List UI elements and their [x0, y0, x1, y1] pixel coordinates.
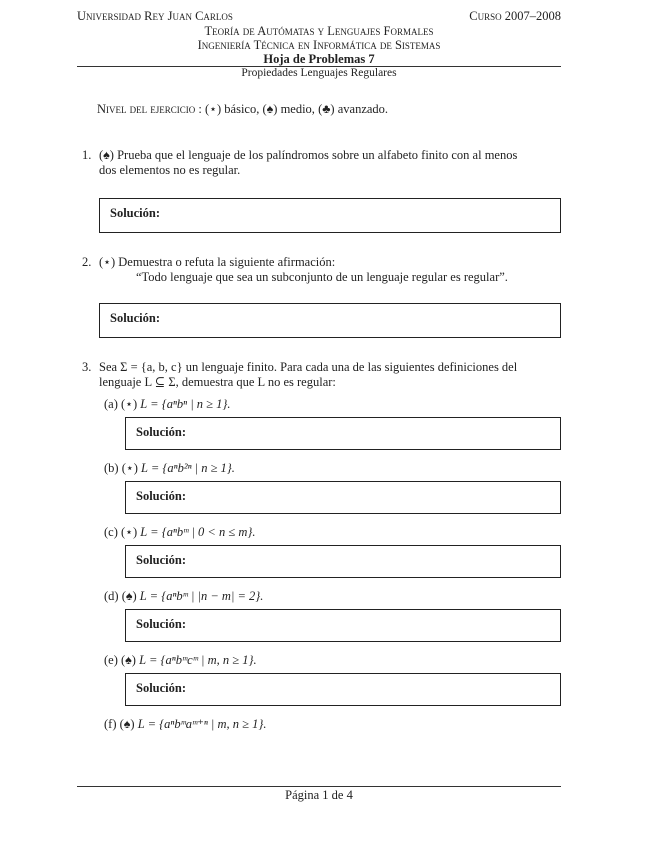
basic-level-text: básico, — [224, 102, 260, 116]
footer-rule — [77, 786, 561, 787]
part-b-label: (b) — [104, 461, 119, 475]
part-e — [104, 653, 257, 668]
solution-box-3a[interactable] — [125, 417, 561, 450]
level-legend — [97, 101, 388, 117]
problem-3-number: 3. — [82, 360, 92, 374]
problem-2-line-1: Demuestra o refuta la siguiente afirmación: — [118, 255, 336, 269]
university-name: Universidad Rey Juan Carlos — [77, 9, 233, 23]
problem-3-line-1: Sea Σ = {a, b, c} un lenguaje finito. Para cada una de las siguientes definiciones del — [99, 360, 518, 374]
part-f-label: (f) — [104, 717, 117, 731]
solution-label: Solución: — [136, 617, 187, 631]
part-e-level-icon: (♠) — [121, 653, 136, 667]
part-e-label: (e) — [104, 653, 118, 667]
medium-level-icon: (♠) — [262, 102, 278, 116]
part-b-formula: L = {aⁿb²ⁿ | n ≥ 1}. — [140, 461, 235, 475]
solution-label: Solución: — [136, 553, 187, 567]
medium-level-text: medio, — [280, 102, 315, 116]
solution-box-3c[interactable] — [125, 545, 561, 578]
solution-box-1[interactable] — [99, 198, 561, 233]
part-c-level-icon: (⋆) — [121, 525, 138, 539]
problem-2-quote: “Todo lenguaje que sea un subconjunto de un lenguaje regular es regular”. — [136, 270, 508, 284]
sheet-title: Hoja de Problemas 7 — [263, 52, 375, 66]
part-e-formula: L = {aⁿbᵐcᵐ | m, n ≥ 1}. — [139, 653, 257, 667]
subject-title: Teoría de Autómatas y Lenguajes Formales — [204, 24, 434, 38]
part-a-label: (a) — [104, 397, 118, 411]
basic-level-icon: (⋆) — [205, 102, 222, 116]
solution-label: Solución: — [136, 489, 187, 503]
part-d-level-icon: (♠) — [121, 589, 137, 603]
part-b — [104, 461, 235, 476]
advanced-level-icon: (♣) — [318, 102, 335, 116]
advanced-level-text: avanzado. — [337, 102, 389, 116]
problem-2-number: 2. — [82, 255, 92, 269]
solution-label: Solución: — [110, 311, 161, 325]
problem-1-number: 1. — [82, 148, 92, 162]
solution-label: Solución: — [136, 681, 187, 695]
degree-title: Ingeniería Técnica en Informática de Sistemas — [197, 38, 441, 52]
part-d — [104, 589, 263, 604]
part-a — [104, 397, 231, 412]
part-c-formula: L = {aⁿbᵐ | 0 < n ≤ m}. — [140, 525, 256, 539]
problem-1-line-2: dos elementos no es regular. — [99, 163, 241, 177]
part-f-level-icon: (♠) — [119, 717, 135, 731]
problem-2-level-icon: (⋆) — [99, 255, 116, 269]
level-legend-label: Nivel del ejercicio : — [97, 102, 202, 116]
problem-1-text — [99, 148, 561, 163]
solution-label: Solución: — [136, 425, 187, 439]
problem-2-text — [99, 255, 335, 270]
problem-1-level-icon: (♠) — [99, 148, 114, 162]
part-d-label: (d) — [104, 589, 119, 603]
part-a-level-icon: (⋆) — [121, 397, 138, 411]
page-number: Página 1 de 4 — [285, 788, 353, 802]
topic-title: Propiedades Lenguajes Regulares — [241, 67, 397, 79]
part-b-level-icon: (⋆) — [121, 461, 138, 475]
part-f — [104, 717, 266, 732]
solution-label: Solución: — [110, 206, 161, 220]
problem-1-line-1: Prueba que el lenguaje de los palíndromos sobre un alfabeto finito con al menos — [117, 148, 518, 162]
part-c-label: (c) — [104, 525, 118, 539]
solution-box-3b[interactable] — [125, 481, 561, 514]
solution-box-3d[interactable] — [125, 609, 561, 642]
part-f-formula: L = {aⁿbᵐaᵐ⁺ⁿ | m, n ≥ 1}. — [137, 717, 267, 731]
solution-box-2[interactable] — [99, 303, 561, 338]
part-c — [104, 525, 255, 540]
part-d-formula: L = {aⁿbᵐ | |n − m| = 2}. — [139, 589, 264, 603]
part-a-formula: L = {aⁿbⁿ | n ≥ 1}. — [140, 397, 231, 411]
solution-box-3e[interactable] — [125, 673, 561, 706]
problem-3-line-2: lenguaje L ⊆ Σ, demuestra que L no es regular: — [99, 375, 336, 389]
course-year: Curso 2007–2008 — [469, 9, 561, 23]
